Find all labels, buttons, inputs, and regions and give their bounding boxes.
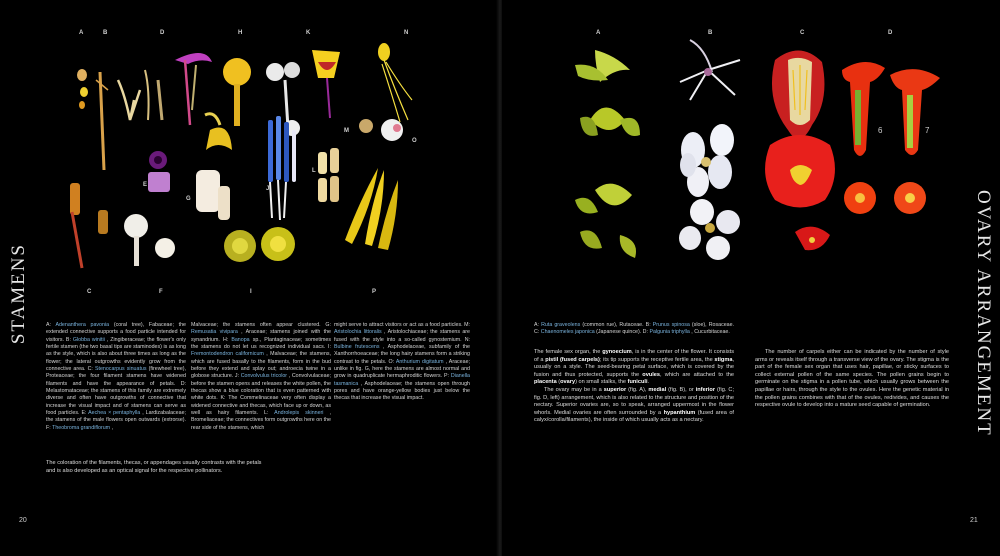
fig-letter-p: P	[372, 289, 378, 295]
term-bold: pistil (fused carpels)	[545, 356, 600, 363]
term-bold: ovary	[560, 379, 576, 386]
caption-species: Bulbine frutescens	[334, 344, 383, 351]
ovary-d	[842, 62, 940, 214]
ovary-a	[575, 50, 640, 258]
body-text-segment: , usually on a style. The seed-bearing petal surface, which is covered by the fusion and thus protected, supports the	[534, 356, 734, 378]
term-bold: funiculi	[627, 379, 648, 386]
caption-species: Chaenomeles japonica	[540, 329, 597, 336]
caption-label: B:	[645, 322, 653, 328]
caption-text: (coral tree), Fabaceae; the extended connective supports a food particle intended for visitors.	[46, 322, 187, 343]
body-text-segment: .	[647, 379, 650, 386]
caption-text: Malvaceae; the stamens often appear clustered.	[191, 322, 326, 328]
caption-species: Androlepis skinneri	[274, 410, 330, 417]
caption-label: H:	[222, 336, 232, 343]
term-bold: placenta	[534, 379, 557, 386]
caption-species: Theobroma grandiflorum	[52, 424, 112, 431]
caption-label: E:	[81, 410, 89, 417]
fig-letter-ovary-a: A	[596, 30, 602, 36]
caption-text: , Cucurbitaceae.	[691, 329, 730, 336]
page-number-left: 20	[19, 517, 27, 524]
caption-text: , Convolvulaceae; before the stamen opens and releases the white pollen, the thecas show a blue coloration that is even patterned with white dots.	[191, 373, 331, 402]
caption-species: Aechea × pentaphylla	[88, 410, 143, 417]
caption-species: Banopa	[231, 336, 253, 343]
term-bold: inferior	[695, 386, 716, 393]
caption-text: , Lardizabalaceae; the stamens of the male flowers open outwards (extrorse).	[46, 410, 186, 424]
caption-entry	[46, 425, 113, 431]
caption-species: Convolvulus tricolor	[240, 373, 289, 380]
body-text-segment: (fused area of calyx/corolla/filaments), the inside of which usually acts as a nectary.	[534, 409, 734, 424]
fig-letter-d: D	[160, 30, 166, 36]
body-text-segment: ; its tip supports the receptive fertile area, the	[599, 356, 715, 363]
caption-species: Adenanthera pavonia	[55, 322, 114, 328]
caption-label: B:	[65, 336, 73, 343]
caption-species: Dianella tasmanica	[334, 373, 470, 387]
fig-letter-l: L	[312, 168, 317, 174]
caption-label: F:	[46, 424, 53, 431]
fig-letter-e: E	[143, 182, 149, 188]
caption-label: K:	[220, 395, 229, 402]
caption-text: , Bromeliaceae; the connectives form outgrowths here on the rear side of the stamens, which	[191, 410, 331, 431]
section-title-stamens: STAMENS	[8, 243, 29, 345]
fig-letter-ovary-c: C	[800, 30, 806, 36]
fig-letter-h: H	[238, 30, 244, 36]
caption-species: Aristolochia littoralis	[334, 329, 385, 336]
fig-letter-ovary-b: B	[708, 30, 714, 36]
caption-label: C:	[534, 329, 541, 336]
caption-label: N:	[464, 336, 470, 343]
caption-label: A:	[46, 322, 56, 328]
caption-text: , Araceae; unlike in fig. G, here the stamens are almost normal and grow in quadruplicate hermaphroditic flowers.	[334, 358, 470, 380]
term-bold: stigma	[714, 356, 733, 363]
fig-letter-b: B	[103, 30, 109, 36]
fig-letter-ovary-d: D	[888, 30, 894, 36]
caption-text: The Commelinaceae very often display a widened connective and thecas, which face up or down, as well as hairy filaments.	[191, 395, 331, 417]
fig-letter-m: M	[344, 128, 350, 134]
page-number-right: 21	[970, 517, 978, 524]
caption-entry	[643, 329, 730, 335]
ovary-body-column-1	[534, 349, 734, 425]
fig-letter-o: O	[412, 138, 418, 144]
caption-entry	[334, 322, 464, 328]
term-bold: hypanthium	[663, 409, 696, 416]
caption-text: (Japanese quince).	[596, 329, 643, 336]
caption-label: G:	[325, 322, 331, 328]
caption-species: Palgunia triphylla	[649, 329, 692, 336]
caption-label: D:	[642, 329, 650, 336]
body-text-segment: (fig. B), or	[666, 386, 696, 393]
caption-label: L:	[264, 410, 275, 417]
caption-entry	[534, 322, 646, 328]
caption-text: , Araceae; stamens joined with the synandrium.	[191, 329, 331, 343]
caption-text: , Malvaceae; the stamens, which are fused basally to the filaments, form in the bud before they extend and splay out; androecia twine in a globose structure.	[191, 351, 332, 380]
fig-letter-k: K	[306, 30, 312, 36]
section-title-ovary-arrangement: OVARY ARRANGEMENT	[973, 190, 994, 437]
fig-letter-f: F	[159, 289, 164, 295]
term-bold: gynoecium	[602, 349, 632, 355]
body-text-segment: (fig. A),	[626, 386, 649, 393]
caption-entry	[191, 322, 325, 328]
term-bold: medial	[648, 386, 667, 393]
ovary-caption	[534, 322, 734, 337]
body-text-segment: , is in the center of the flower. It consists of a	[534, 349, 734, 363]
caption-text: (common rue), Rutaceae.	[582, 322, 646, 328]
fig-letter-g: G	[186, 196, 192, 202]
ovary-body-column-2: The number of carpels either can be indicated by the number of style arms or reveals itself through a transverse view of the ovary. The stigma is the part of the female sex organ that uses hair, papillae, or sticky surfaces to collect external pollen of the same species. The pollen grains begin to germinate on the stigma in a pollen tube, which usually grows between the papillae or hairs, through the style to the ovules. Here the genetic material in the pollen grains combines with that of the ovules, redivides, and causes the respective ovule to develop into a mature seed capable of germination.	[755, 349, 949, 409]
body-text-segment: , which are attached to the	[660, 371, 734, 378]
caption-label: A:	[534, 322, 542, 328]
fig-letter-c: C	[87, 289, 93, 295]
caption-label: I:	[328, 344, 331, 351]
caption-entry	[534, 329, 643, 335]
caption-text: , Asphodelaceae; the stamens open through pores and have orange-yellow bodies just below the thecas that increase the visual impact.	[334, 380, 470, 402]
caption-label: C:	[87, 366, 95, 373]
body-paragraph-1	[534, 349, 734, 387]
caption-species: Prunus spinosa	[652, 322, 692, 328]
body-paragraph-2	[534, 387, 734, 425]
ovary-b	[679, 40, 740, 260]
caption-column-2	[191, 322, 331, 432]
body-text-segment: The female sex organ, the	[534, 349, 603, 355]
caption-label: M:	[464, 322, 470, 328]
ovary-c	[765, 50, 835, 250]
caption-species: Anthurium digitatum	[395, 358, 446, 365]
caption-text: (sloe), Rosaceae.	[691, 322, 735, 328]
fig-letter-a: A	[79, 30, 85, 36]
caption-text: might serve to attract visitors or act as a food particles.	[334, 322, 465, 328]
caption-species: Fremontodendron californicum	[191, 351, 267, 358]
caption-text: , Aristolochiaceae; the stamens are fused with the style into a so-called gynostemium.	[334, 329, 470, 343]
term-bold: ovules	[642, 371, 661, 378]
fig-letter-i: I	[250, 289, 253, 295]
fig-number-6: 6	[878, 126, 884, 135]
caption-species: Stenocarpus sinuatus	[94, 366, 149, 373]
caption-label: P:	[443, 373, 451, 380]
caption-text: ,	[111, 424, 114, 431]
caption-species: Ruta graveolens	[541, 322, 583, 328]
caption-text: (firewheel tree), Proteaceae; the four filament stamens have widened filaments and have the appearance of petals.	[46, 366, 186, 387]
caption-text: , Zingiberaceae; the flower's only fertile stamen (the two basal tips are staminodes) is as long as the style, which is also about three times as long as the flower; the lateral outgrowths evidently grow from the connective area.	[46, 336, 186, 373]
caption-label: D:	[180, 380, 186, 387]
caption-column-1	[46, 322, 186, 432]
caption-text: Melastomataceae; the stamens of this family are extremely diverse and often have outgrowths of connective that increase the visual impact and of stamens can serve as food particles.	[46, 388, 186, 417]
fig-letter-j: J	[266, 186, 271, 192]
caption-entry	[646, 322, 734, 328]
fig-number-7: 7	[925, 126, 931, 135]
term-bold: superior	[603, 386, 627, 393]
body-text-segment: (	[556, 379, 561, 386]
body-text-segment: ) on small stalks, the	[575, 379, 628, 386]
caption-label: O:	[388, 358, 396, 365]
caption-species: Globba winitii	[72, 336, 107, 343]
footnote: The coloration of the filaments, thecas, or appendages usually contrasts with the petals and is also developed as an optical signal for the respective pollinators.	[46, 460, 262, 474]
body-text-segment: (fig. C; fig. D, left) arrangement, which is also related to the structure and position of the nectary. Superior ovaries are, so to speak, arranged uppermost in the flower whorls. Medial ovaries are often surrounded by a	[534, 386, 734, 416]
body-text-segment: The ovary may be in a	[544, 386, 604, 393]
caption-text: sp., Plantaginaceae; sometimes the stamens do not let us recognized individual sacs.	[191, 336, 331, 351]
caption-label: J:	[234, 373, 241, 380]
fig-letter-n: N	[404, 30, 410, 36]
caption-species: Remusatia vivipara	[191, 329, 242, 336]
caption-text: , Asphodelaceae, subfamily of the Xanthorrhoeaceae; the long hairy stamens form a striking contrast to the petals.	[334, 344, 470, 365]
caption-column-3	[334, 322, 470, 403]
